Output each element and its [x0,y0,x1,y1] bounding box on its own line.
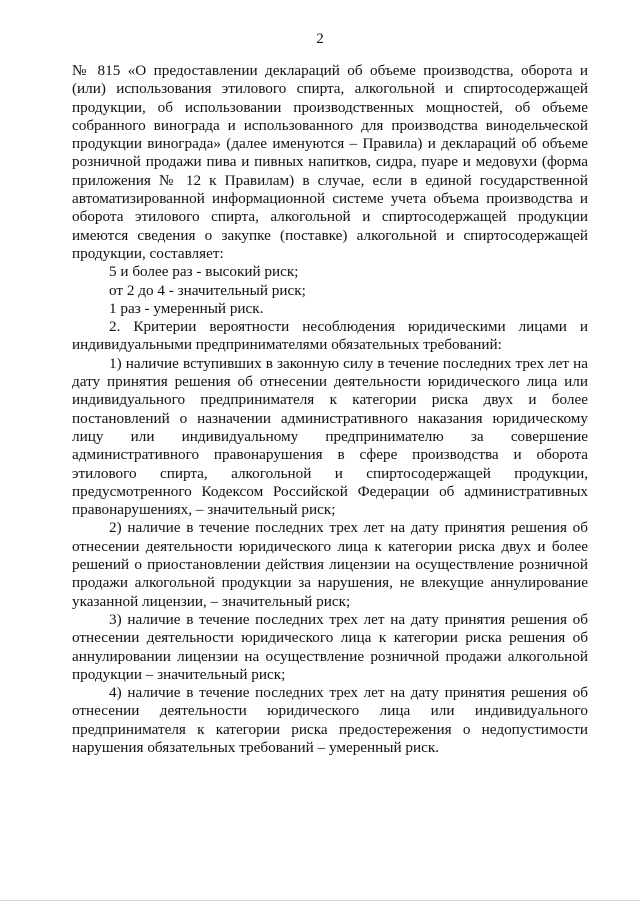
page-number: 2 [316,31,324,47]
paragraph-continuation: № 815 «О предоставлении деклараций об объеме производства, оборота и (или) использования этилового спирта, алкогольной и спиртосодержащей продукции, об использовании производственных мощностей, об объеме собранного винограда и использованного для производства винодельческой продукции винограда» (далее именуются – Правила) и деклараций об объеме розничной продажи пива и пивных напитков, сидра, пуаре и медовухи (форма приложения № 12 к Правилам) в случае, если в единой государственной автоматизированной информационной системе учета объема производства и оборота этилового спирта, алкогольной и спиртосодержащей продукции имеются сведения о закупке (поставке) алкогольной и спиртосодержащей продукции, составляет: [72,62,588,262]
section-2-heading: 2. Критерии вероятности несоблюдения юридическими лицами и индивидуальными предпринимателями обязательных требований: [72,318,588,354]
page-bottom-edge [0,900,640,901]
risk-level-significant: от 2 до 4 - значительный риск; [109,281,306,299]
risk-level-moderate: 1 раз - умеренный риск. [109,299,264,317]
criterion-2: 2) наличие в течение последних трех лет на дату принятия решения об отнесении деятельности юридического лица к категории риска двух и более решений о приостановлении действия лицензии на осуществление розничной продажи алкогольной продукции за нарушения, не влекущие аннулирование указанной лицензии, – значительный риск; [72,519,588,610]
criterion-4: 4) наличие в течение последних трех лет на дату принятия решения об отнесении деятельности юридического лица или индивидуального предпринимателя к категории риска предостережения о недопустимости нарушения обязательных требований – умеренный риск. [72,684,588,756]
risk-level-high: 5 и более раз - высокий риск; [109,263,299,281]
criterion-3: 3) наличие в течение последних трех лет на дату принятия решения об отнесении деятельности юридического лица к категории риска решения об аннулировании лицензии на осуществление розничной продажи алкогольной продукции – значительный риск; [72,610,588,683]
document-body [72,62,588,757]
criterion-1: 1) наличие вступивших в законную силу в течение последних трех лет на дату принятия решения об отнесении деятельности юридического лица или индивидуального предпринимателя к категории риска двух и более постановлений о назначении административного наказания юридическому лицу или индивидуальному предпринимателю за совершение административного правонарушения в сфере производства и оборота этилового спирта, алкогольной и спиртосодержащей продукции, предусмотренного Кодексом Российской Федерации об административных правонарушениях, – значительный риск; [72,354,588,519]
